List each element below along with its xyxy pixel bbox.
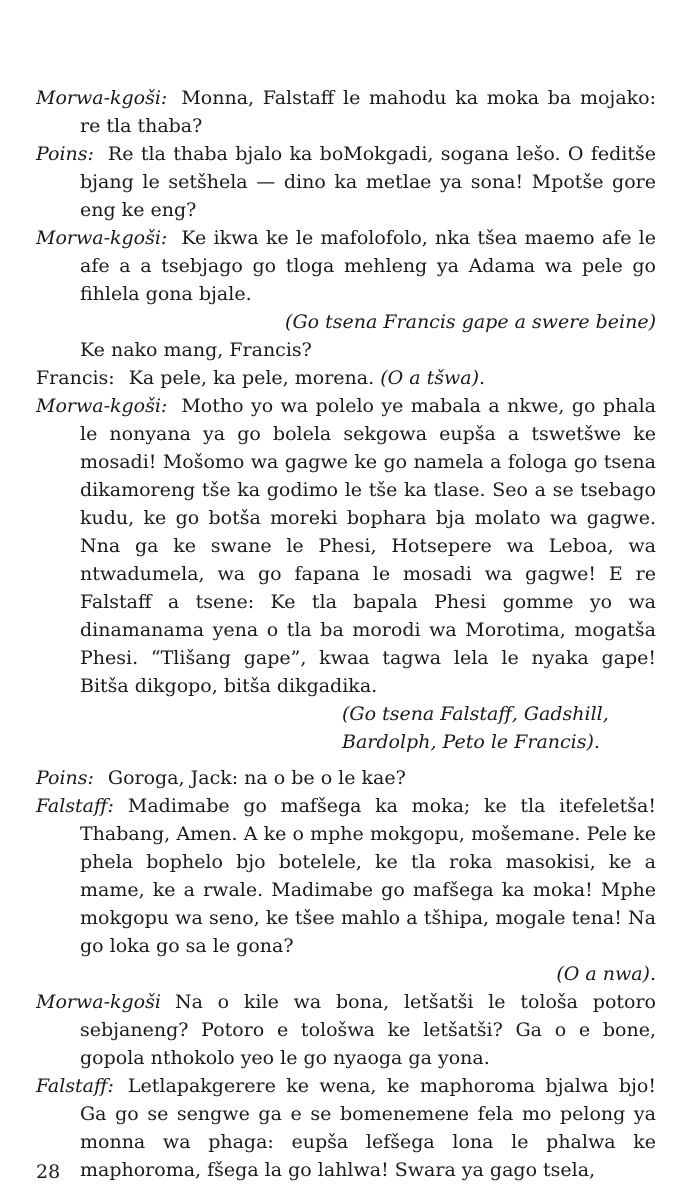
dialogue-text: Ke ikwa ke le mafolofolo, nka tšea maemo afe le afe a a tsebjago go tloga mehleng ya Adama wa pele go fihlela gona bjale. xyxy=(80,227,656,305)
speaker-name: Falstaff: xyxy=(36,1075,114,1097)
speaker-name: Morwa-kgoši: xyxy=(36,395,168,417)
dialogue-entry xyxy=(36,140,656,224)
speaker-name: Falstaff: xyxy=(36,795,114,817)
stage-direction-line: (Go tsena Falstaff, Gadshill, xyxy=(342,703,609,725)
speaker-name: Morwa-kgoši xyxy=(36,991,161,1013)
dialogue-text: Letlapakgerere ke wena, ke maphoroma bjalwa bjo! Ga go se sengwe ga e se bomenemene fela mo pelong ya monna wa phaga: eupša lefšega lona le phalwa ke maphoroma, fšega la go lahlwa! Swara ya gago tsela, xyxy=(80,1075,656,1181)
speaker-name: Poins: xyxy=(36,767,94,789)
dialogue-entry xyxy=(36,1072,656,1184)
inline-stage-direction: (O a tšwa). xyxy=(380,367,486,389)
speaker-name: Morwa-kgoši: xyxy=(36,87,168,109)
dialogue-text: Goroga, Jack: na o be o le kae? xyxy=(107,767,406,789)
page-number: 28 xyxy=(36,1161,61,1183)
speaker-name: Poins: xyxy=(36,143,94,165)
stage-direction: (O a nwa). xyxy=(556,963,656,985)
dialogue-text: Ka pele, ka pele, morena. xyxy=(128,367,375,389)
dialogue-text: Re tla thaba bjalo ka boMokgadi, sogana lešo. O feditše bjang le setšhela — dino ka metlae ya sona! Mpotše gore eng ke eng? xyxy=(80,143,656,221)
dialogue-entry xyxy=(36,224,656,308)
speaker-name: Francis: xyxy=(36,367,115,389)
dialogue-entry xyxy=(36,364,656,392)
document-page xyxy=(36,84,656,1184)
dialogue-text: Motho yo wa polelo ye mabala a nkwe, go phala le nonyana ya go bolela sekgowa eupša a tswetšwe ke mosadi! Mošomo wa gagwe ke go namela a fologa go tsena dikamoreng tše ka godimo le tše ka tlase. Seo a se tsebago kudu, ke go botša moreki bophara bja molato wa gagwe. Nna ga ke swane le Phesi, Hotsepere wa Leboa, wa ntwadumela, wa go fapana le mosadi wa gagwe! E re Falstaff a tsene: Ke tla bapala Phesi gomme yo wa dinamanama yena o tla ba morodi wa Morotima, mogatša Phesi. “Tlišang gape”, kwaa tagwa lela le nyaka gape! Bitša dikgopo, bitša dikgadika. xyxy=(80,395,656,697)
dialogue-text: Monna, Falstaff le mahodu ka moka ba mojako: re tla thaba? xyxy=(80,87,656,137)
dialogue-text: Madimabe go mafšega ka moka; ke tla itefeletša! Thabang, Amen. A ke o mphe mokgopu, mošemane. Pele ke phela bophelo bjo botelele, ke tla roka masokisi, ke a mame, ke a rwale. Madimabe go mafšega ka moka! Mphe mokgopu wa seno, ke tšee mahlo a tšhipa, mogale tena! Na go loka go sa le gona? xyxy=(80,795,656,957)
speaker-name: Morwa-kgoši: xyxy=(36,227,168,249)
dialogue-entry xyxy=(36,988,656,1072)
dialogue-entry xyxy=(36,84,656,140)
spacer xyxy=(36,756,656,764)
dialogue-entry xyxy=(36,792,656,960)
stage-direction-line: Bardolph, Peto le Francis). xyxy=(342,731,600,753)
dialogue-entry xyxy=(36,392,656,700)
stage-direction: (Go tsena Francis gape a swere beine) xyxy=(285,311,656,333)
dialogue-entry xyxy=(36,764,656,792)
dialogue-text: Na o kile wa bona, letšatši le tološa potoro sebjaneng? Potoro e tološwa ke letšatši? Ga o e bone, gopola nthokolo yeo le go nyaoga ga yona. xyxy=(80,991,656,1069)
dialogue-continuation: Ke nako mang, Francis? xyxy=(80,339,312,361)
